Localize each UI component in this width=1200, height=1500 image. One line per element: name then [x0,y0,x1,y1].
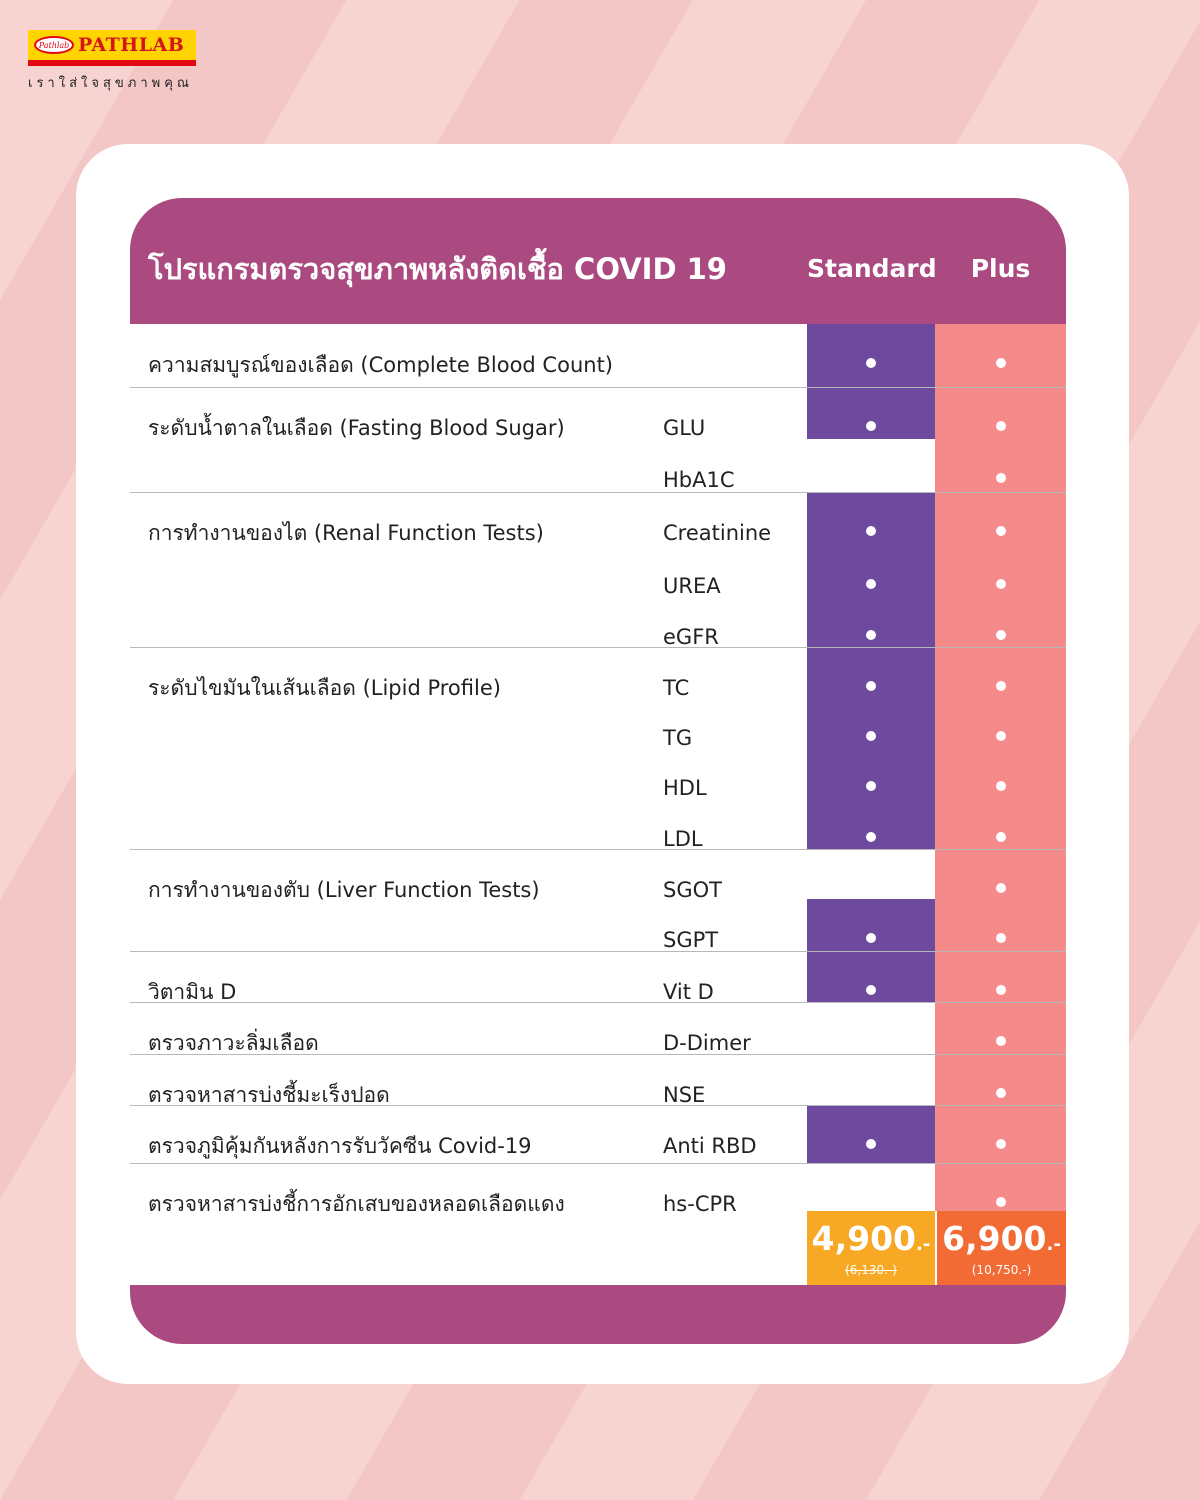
row-separator [130,492,1066,493]
test-label: ระดับน้ำตาลในเลือด (Fasting Blood Sugar) [148,416,565,440]
test-code: eGFR [663,625,719,649]
program-panel [130,198,1066,1344]
test-label: ตรวจภาวะลิ่มเลือด [148,1031,319,1055]
test-code: Vit D [663,980,714,1004]
logo-wordmark: PATHLAB [78,34,185,56]
row-separator [130,849,1066,850]
test-code: GLU [663,416,706,440]
page-title: โปรแกรมตรวจสุขภาพหลังติดเชื้อ COVID 19 [148,252,727,286]
standard-included-dot [866,358,876,368]
plus-included-dot [996,883,1006,893]
plus-included-dot [996,985,1006,995]
plus-included-dot [996,1139,1006,1149]
standard-included-dot [866,985,876,995]
plus-included-dot [996,1036,1006,1046]
test-code: SGOT [663,878,722,902]
price-plus [937,1211,1066,1285]
standard-included-dot [866,421,876,431]
std-column-block [807,1105,935,1163]
plus-included-dot [996,579,1006,589]
standard-included-dot [866,1139,876,1149]
std-column-block [807,492,935,849]
test-label: การทำงานของไต (Renal Function Tests) [148,521,544,545]
plus-included-dot [996,681,1006,691]
row-separator [130,647,1066,648]
test-table [130,324,1066,1285]
price-plus-value: 6,900.- [942,1219,1061,1258]
price-standard-original: (6,130.-) [845,1263,897,1277]
standard-included-dot [866,731,876,741]
plus-included-dot [996,526,1006,536]
standard-included-dot [866,681,876,691]
test-code: TC [663,676,690,700]
plus-included-dot [996,473,1006,483]
standard-included-dot [866,579,876,589]
plus-included-dot [996,781,1006,791]
row-separator [130,387,1066,388]
test-code: UREA [663,574,721,598]
plus-included-dot [996,731,1006,741]
standard-included-dot [866,630,876,640]
test-code: SGPT [663,928,719,952]
standard-included-dot [866,933,876,943]
test-code: NSE [663,1083,706,1107]
test-label: วิตามิน D [148,980,237,1004]
logo-badge [28,30,196,66]
plus-included-dot [996,1088,1006,1098]
plus-included-dot [996,630,1006,640]
test-label: การทำงานของตับ (Liver Function Tests) [148,878,540,902]
row-separator [130,1002,1066,1003]
plus-included-dot [996,832,1006,842]
plus-included-dot [996,358,1006,368]
logo-slogan: เราใส่ใจสุขภาพคุณ [28,76,193,91]
test-code: HbA1C [663,468,735,492]
price-standard-value: 4,900.- [811,1219,931,1258]
row-separator [130,1163,1066,1164]
test-code: hs-CPR [663,1192,737,1216]
test-code: TG [663,726,693,750]
plus-column-block [935,324,1066,1211]
column-header-standard: Standard [807,254,937,283]
test-label: ความสมบูรณ์ของเลือด (Complete Blood Count) [148,353,613,377]
test-code: D-Dimer [663,1031,751,1055]
test-label: ระดับไขมันในเส้นเลือด (Lipid Profile) [148,676,501,700]
plus-included-dot [996,421,1006,431]
row-separator [130,951,1066,952]
plus-included-dot [996,1197,1006,1207]
plus-included-dot [996,933,1006,943]
test-code: Anti RBD [663,1134,757,1158]
test-label: ตรวจหาสารบ่งชี้การอักเสบของหลอดเลือดแดง [148,1192,565,1216]
price-standard [807,1211,935,1285]
standard-included-dot [866,526,876,536]
column-header-plus: Plus [970,254,1031,283]
test-label: ตรวจภูมิคุ้มกันหลังการรับวัคซีน Covid-19 [148,1134,532,1158]
price-plus-original: (10,750.-) [971,1263,1032,1277]
test-code: HDL [663,776,707,800]
test-code: Creatinine [663,521,772,545]
logo-oval: Pathlab [34,36,74,54]
test-label: ตรวจหาสารบ่งชี้มะเร็งปอด [148,1083,390,1107]
pathlab-logo [28,30,196,93]
standard-included-dot [866,781,876,791]
test-code: LDL [663,827,703,851]
standard-included-dot [866,832,876,842]
